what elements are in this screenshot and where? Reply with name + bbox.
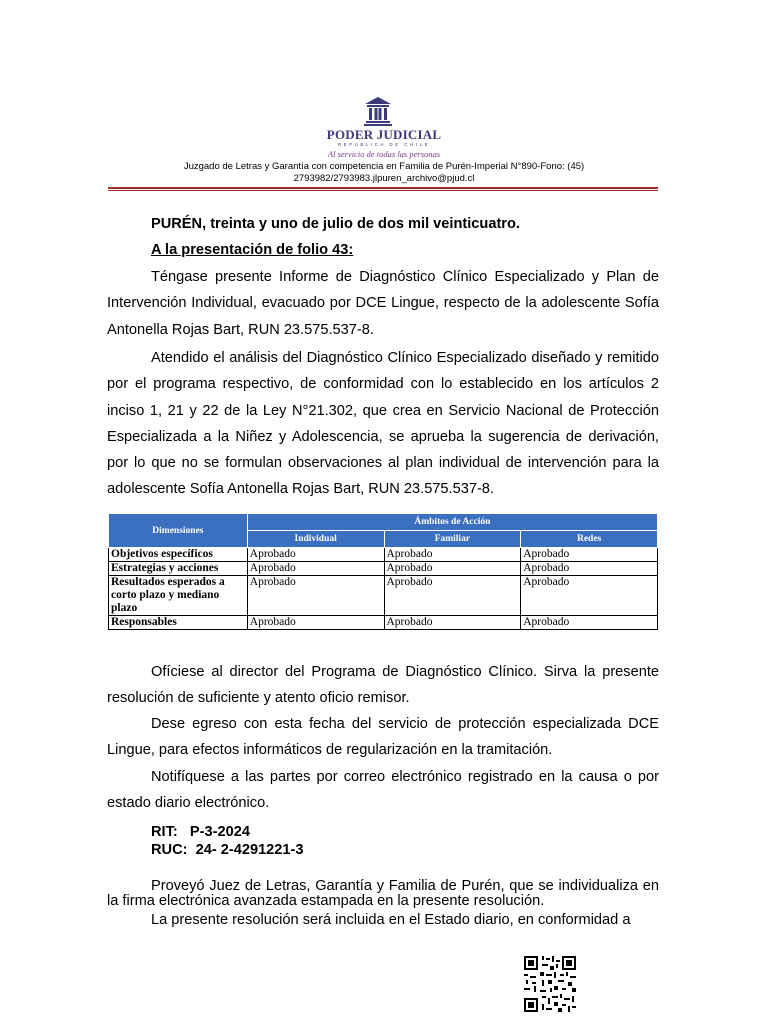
header-ambitos: Ámbitos de Acción <box>247 514 657 531</box>
paragraph-7: La presente resolución será incluida en el Estado diario, en conformidad a <box>151 912 631 928</box>
institution-name: PODER JUDICIAL <box>326 127 442 142</box>
cell-familiar: Aprobado <box>384 562 521 576</box>
country-name: REPÚBLICA DE CHILE <box>337 142 431 147</box>
date-line: PURÉN, treinta y uno de julio de dos mil veinticuatro. <box>151 216 520 232</box>
rit-label: RIT: <box>151 824 178 840</box>
paragraph-3: Ofíciese al director del Programa de Diagnóstico Clínico. Sirva la presente resolución de suficiente y atento oficio remisor. <box>107 664 659 707</box>
cell-redes: Aprobado <box>521 548 658 562</box>
cell-redes: Aprobado <box>521 616 658 630</box>
paragraph-6: Proveyó Juez de Letras, Garantía y Familia de Purén, que se individualiza en la firma electrónica avanzada estampada en la presente resolución. <box>107 878 659 909</box>
header-dimensiones: Dimensiones <box>109 514 248 548</box>
cell-individual: Aprobado <box>247 562 384 576</box>
courthouse-icon <box>364 96 392 126</box>
paragraph-2: Atendido el análisis del Diagnóstico Clínico Especializado diseñado y remitido por el programa respectivo, de conformidad con lo establecido en los artículos 2 inciso 1, 21 y 22 de la Ley N°21.302, que crea en Servicio Nacional de Protección Especializada a la Niñez y Adolescencia, se aprueba la sugerencia de derivación, por lo que no se formulan observaciones al plan individual de intervención para la adolescente Sofía Antonella Rojas Bart, RUN 23.575.537-8. <box>107 350 659 498</box>
qr-code-icon <box>524 956 576 1012</box>
row-label: Estrategias y acciones <box>109 562 248 576</box>
cell-redes: Aprobado <box>521 562 658 576</box>
table-row <box>109 616 658 630</box>
cell-individual: Aprobado <box>247 616 384 630</box>
court-address <box>100 161 668 185</box>
rit-line <box>151 824 250 840</box>
table-row <box>109 562 658 576</box>
rit-value: P-3-2024 <box>189 824 250 840</box>
table-row <box>109 548 658 562</box>
cell-individual: Aprobado <box>247 548 384 562</box>
row-label: Responsables <box>109 616 248 630</box>
header-familiar: Familiar <box>384 531 521 548</box>
cell-redes: Aprobado <box>521 576 658 616</box>
cell-familiar: Aprobado <box>384 616 521 630</box>
paragraph-1: Téngase presente Informe de Diagnóstico Clínico Especializado y Plan de Intervención Individual, evacuado por DCE Lingue, respecto de la adolescente Sofía Antonella Rojas Bart, RUN 23.575.537-8. <box>107 269 659 338</box>
header-redes: Redes <box>521 531 658 548</box>
row-label: Objetivos específicos <box>109 548 248 562</box>
ruc-label: RUC: <box>151 842 188 858</box>
header-divider-thin <box>108 190 658 191</box>
header-divider <box>108 187 658 189</box>
ruc-value: 24- 2-4291221-3 <box>195 842 304 858</box>
folio-line: A la presentación de folio 43: <box>151 242 354 258</box>
table-row <box>109 576 658 616</box>
ruc-line <box>151 842 304 858</box>
cell-familiar: Aprobado <box>384 576 521 616</box>
header-individual: Individual <box>247 531 384 548</box>
cell-familiar: Aprobado <box>384 548 521 562</box>
institution-tagline: Al servicio de todas las personas <box>327 149 441 159</box>
row-label: Resultados esperados a corto plazo y mediano plazo <box>109 576 248 616</box>
paragraph-4: Dese egreso con esta fecha del servicio de protección especializada DCE Lingue, para efectos informáticos de regularización en la tramitación. <box>107 716 659 759</box>
action-plan-table <box>108 513 658 630</box>
court-line-2: 2793982/2793983.jlpuren_archivo@pjud.cl <box>293 173 475 184</box>
cell-individual: Aprobado <box>247 576 384 616</box>
paragraph-5: Notifíquese a las partes por correo electrónico registrado en la causa o por estado diario electrónico. <box>107 769 659 812</box>
court-line-1: Juzgado de Letras y Garantía con competencia en Familia de Purén-Imperial N°890-Fono: (45) <box>183 161 585 172</box>
